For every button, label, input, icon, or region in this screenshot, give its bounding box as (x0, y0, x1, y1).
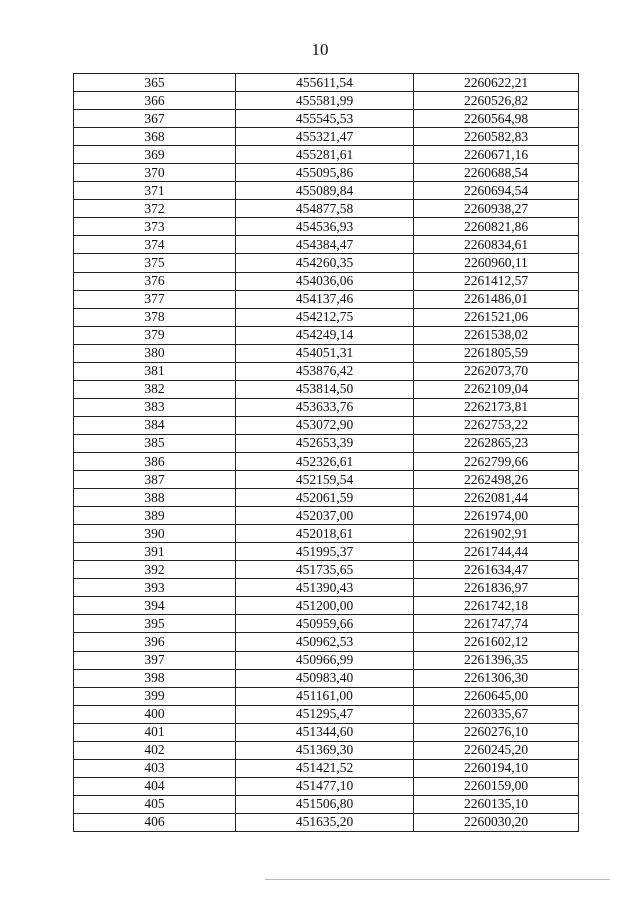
x-coordinate-cell: 450959,66 (236, 615, 414, 633)
y-coordinate-cell: 2261412,57 (414, 272, 579, 290)
point-number-cell: 397 (74, 651, 236, 669)
table-row (74, 344, 579, 362)
table-row (74, 380, 579, 398)
x-coordinate-cell: 454877,58 (236, 200, 414, 218)
y-coordinate-cell: 2260582,83 (414, 128, 579, 146)
x-coordinate-cell: 451369,30 (236, 741, 414, 759)
y-coordinate-cell: 2260960,11 (414, 254, 579, 272)
table-row (74, 795, 579, 813)
x-coordinate-cell: 451344,60 (236, 723, 414, 741)
y-coordinate-cell: 2261742,18 (414, 597, 579, 615)
point-number-cell: 394 (74, 597, 236, 615)
x-coordinate-cell: 451161,00 (236, 687, 414, 705)
x-coordinate-cell: 453072,90 (236, 416, 414, 434)
x-coordinate-cell: 452159,54 (236, 471, 414, 489)
x-coordinate-cell: 454249,14 (236, 326, 414, 344)
table-row (74, 200, 579, 218)
x-coordinate-cell: 454260,35 (236, 254, 414, 272)
point-number-cell: 392 (74, 561, 236, 579)
table-row (74, 471, 579, 489)
table-row (74, 236, 579, 254)
table-row (74, 164, 579, 182)
x-coordinate-cell: 454212,75 (236, 308, 414, 326)
y-coordinate-cell: 2260030,20 (414, 813, 579, 831)
table-row (74, 723, 579, 741)
table-row (74, 759, 579, 777)
y-coordinate-cell: 2261805,59 (414, 344, 579, 362)
point-number-cell: 387 (74, 471, 236, 489)
point-number-cell: 369 (74, 146, 236, 164)
x-coordinate-cell: 451635,20 (236, 813, 414, 831)
point-number-cell: 395 (74, 615, 236, 633)
x-coordinate-cell: 451477,10 (236, 777, 414, 795)
point-number-cell: 403 (74, 759, 236, 777)
x-coordinate-cell: 454051,31 (236, 344, 414, 362)
y-coordinate-cell: 2261747,74 (414, 615, 579, 633)
y-coordinate-cell: 2260335,67 (414, 705, 579, 723)
point-number-cell: 368 (74, 128, 236, 146)
x-coordinate-cell: 450966,99 (236, 651, 414, 669)
y-coordinate-cell: 2260622,21 (414, 74, 579, 92)
coordinates-table-body (74, 74, 579, 832)
table-row (74, 687, 579, 705)
y-coordinate-cell: 2261602,12 (414, 633, 579, 651)
table-row (74, 777, 579, 795)
table-row (74, 543, 579, 561)
table-row (74, 254, 579, 272)
point-number-cell: 391 (74, 543, 236, 561)
x-coordinate-cell: 455321,47 (236, 128, 414, 146)
point-number-cell: 366 (74, 92, 236, 110)
point-number-cell: 384 (74, 416, 236, 434)
y-coordinate-cell: 2261396,35 (414, 651, 579, 669)
point-number-cell: 404 (74, 777, 236, 795)
x-coordinate-cell: 453633,76 (236, 398, 414, 416)
point-number-cell: 370 (74, 164, 236, 182)
point-number-cell: 372 (74, 200, 236, 218)
y-coordinate-cell: 2262109,04 (414, 380, 579, 398)
coordinates-table (73, 73, 579, 832)
y-coordinate-cell: 2260245,20 (414, 741, 579, 759)
x-coordinate-cell: 454137,46 (236, 290, 414, 308)
table-row (74, 741, 579, 759)
table-row (74, 651, 579, 669)
table-row (74, 146, 579, 164)
x-coordinate-cell: 455545,53 (236, 110, 414, 128)
x-coordinate-cell: 452061,59 (236, 489, 414, 507)
point-number-cell: 380 (74, 344, 236, 362)
y-coordinate-cell: 2262073,70 (414, 362, 579, 380)
table-row (74, 128, 579, 146)
x-coordinate-cell: 451390,43 (236, 579, 414, 597)
x-coordinate-cell: 451200,00 (236, 597, 414, 615)
y-coordinate-cell: 2262799,66 (414, 452, 579, 470)
point-number-cell: 377 (74, 290, 236, 308)
table-row (74, 308, 579, 326)
table-row (74, 416, 579, 434)
point-number-cell: 365 (74, 74, 236, 92)
y-coordinate-cell: 2260688,54 (414, 164, 579, 182)
y-coordinate-cell: 2261521,06 (414, 308, 579, 326)
y-coordinate-cell: 2260938,27 (414, 200, 579, 218)
table-row (74, 74, 579, 92)
point-number-cell: 373 (74, 218, 236, 236)
y-coordinate-cell: 2260645,00 (414, 687, 579, 705)
y-coordinate-cell: 2260564,98 (414, 110, 579, 128)
x-coordinate-cell: 455089,84 (236, 182, 414, 200)
table-row (74, 182, 579, 200)
x-coordinate-cell: 453814,50 (236, 380, 414, 398)
x-coordinate-cell: 450962,53 (236, 633, 414, 651)
table-row (74, 489, 579, 507)
table-row (74, 525, 579, 543)
point-number-cell: 379 (74, 326, 236, 344)
x-coordinate-cell: 453876,42 (236, 362, 414, 380)
x-coordinate-cell: 451421,52 (236, 759, 414, 777)
y-coordinate-cell: 2260526,82 (414, 92, 579, 110)
y-coordinate-cell: 2260821,86 (414, 218, 579, 236)
table-row (74, 669, 579, 687)
table-row (74, 92, 579, 110)
y-coordinate-cell: 2260135,10 (414, 795, 579, 813)
y-coordinate-cell: 2260694,54 (414, 182, 579, 200)
point-number-cell: 371 (74, 182, 236, 200)
y-coordinate-cell: 2260194,10 (414, 759, 579, 777)
page-number: 10 (311, 40, 329, 59)
point-number-cell: 376 (74, 272, 236, 290)
point-number-cell: 399 (74, 687, 236, 705)
point-number-cell: 375 (74, 254, 236, 272)
point-number-cell: 382 (74, 380, 236, 398)
y-coordinate-cell: 2261538,02 (414, 326, 579, 344)
point-number-cell: 401 (74, 723, 236, 741)
y-coordinate-cell: 2261634,47 (414, 561, 579, 579)
table-row (74, 272, 579, 290)
y-coordinate-cell: 2260276,10 (414, 723, 579, 741)
x-coordinate-cell: 451735,65 (236, 561, 414, 579)
point-number-cell: 402 (74, 741, 236, 759)
x-coordinate-cell: 454384,47 (236, 236, 414, 254)
point-number-cell: 393 (74, 579, 236, 597)
point-number-cell: 367 (74, 110, 236, 128)
y-coordinate-cell: 2261902,91 (414, 525, 579, 543)
x-coordinate-cell: 450983,40 (236, 669, 414, 687)
x-coordinate-cell: 452018,61 (236, 525, 414, 543)
x-coordinate-cell: 451995,37 (236, 543, 414, 561)
table-row (74, 290, 579, 308)
table-row (74, 813, 579, 831)
x-coordinate-cell: 452037,00 (236, 507, 414, 525)
table-row (74, 579, 579, 597)
x-coordinate-cell: 455281,61 (236, 146, 414, 164)
table-row (74, 705, 579, 723)
point-number-cell: 378 (74, 308, 236, 326)
y-coordinate-cell: 2262865,23 (414, 434, 579, 452)
y-coordinate-cell: 2262498,26 (414, 471, 579, 489)
y-coordinate-cell: 2260159,00 (414, 777, 579, 795)
y-coordinate-cell: 2262081,44 (414, 489, 579, 507)
point-number-cell: 400 (74, 705, 236, 723)
y-coordinate-cell: 2261744,44 (414, 543, 579, 561)
x-coordinate-cell: 455611,54 (236, 74, 414, 92)
x-coordinate-cell: 452326,61 (236, 452, 414, 470)
point-number-cell: 396 (74, 633, 236, 651)
point-number-cell: 405 (74, 795, 236, 813)
page-bottom-rule (265, 879, 610, 880)
table-row (74, 597, 579, 615)
point-number-cell: 381 (74, 362, 236, 380)
y-coordinate-cell: 2262753,22 (414, 416, 579, 434)
x-coordinate-cell: 455095,86 (236, 164, 414, 182)
point-number-cell: 374 (74, 236, 236, 254)
y-coordinate-cell: 2261974,00 (414, 507, 579, 525)
table-row (74, 633, 579, 651)
table-row (74, 452, 579, 470)
table-row (74, 218, 579, 236)
point-number-cell: 398 (74, 669, 236, 687)
point-number-cell: 388 (74, 489, 236, 507)
point-number-cell: 383 (74, 398, 236, 416)
table-row (74, 507, 579, 525)
table-row (74, 398, 579, 416)
table-row (74, 362, 579, 380)
x-coordinate-cell: 452653,39 (236, 434, 414, 452)
x-coordinate-cell: 454036,06 (236, 272, 414, 290)
y-coordinate-cell: 2260671,16 (414, 146, 579, 164)
point-number-cell: 385 (74, 434, 236, 452)
point-number-cell: 406 (74, 813, 236, 831)
table-row (74, 326, 579, 344)
x-coordinate-cell: 455581,99 (236, 92, 414, 110)
y-coordinate-cell: 2261836,97 (414, 579, 579, 597)
table-row (74, 110, 579, 128)
point-number-cell: 386 (74, 452, 236, 470)
table-row (74, 434, 579, 452)
y-coordinate-cell: 2260834,61 (414, 236, 579, 254)
y-coordinate-cell: 2261306,30 (414, 669, 579, 687)
x-coordinate-cell: 451506,80 (236, 795, 414, 813)
point-number-cell: 390 (74, 525, 236, 543)
x-coordinate-cell: 454536,93 (236, 218, 414, 236)
y-coordinate-cell: 2261486,01 (414, 290, 579, 308)
table-row (74, 615, 579, 633)
point-number-cell: 389 (74, 507, 236, 525)
table-row (74, 561, 579, 579)
y-coordinate-cell: 2262173,81 (414, 398, 579, 416)
x-coordinate-cell: 451295,47 (236, 705, 414, 723)
